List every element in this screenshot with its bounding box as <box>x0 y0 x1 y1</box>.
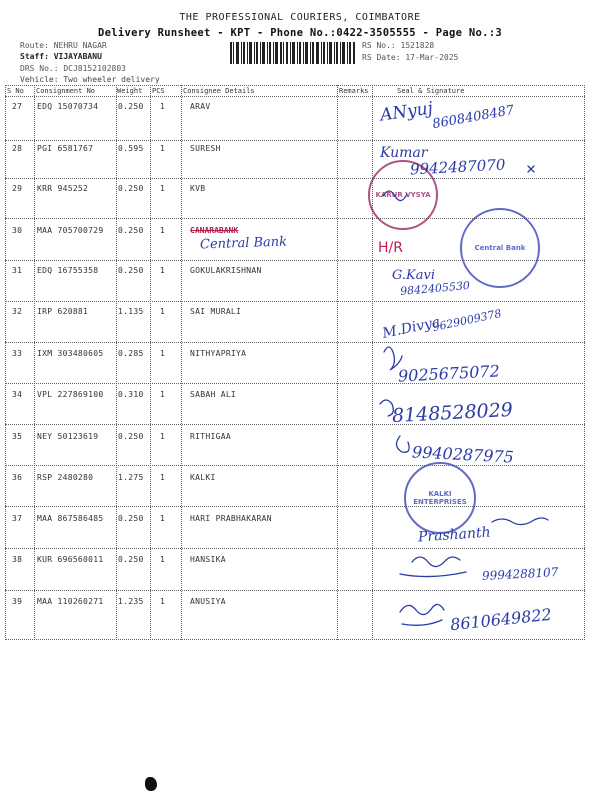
phone-row-31: 9842405530 <box>399 278 471 299</box>
column-divider <box>337 85 338 640</box>
rs-number: RS No.: 1521828 <box>362 41 435 50</box>
row-consignment: IXM 303480605 <box>37 349 104 358</box>
row-sno: 38 <box>12 555 23 564</box>
row-divider <box>5 506 585 507</box>
row-divider <box>5 548 585 549</box>
phone-row-39: 8610649822 <box>449 604 553 635</box>
central-bank-seal-stamp: Central Bank <box>460 208 540 288</box>
kvb-seal-stamp: KARUR VYSYA <box>368 160 438 230</box>
runsheet-title: Delivery Runsheet - KPT - Phone No.:0422-3505555 - Page No.:3 <box>98 27 502 39</box>
row-sno: 28 <box>12 144 23 153</box>
row-consignment: VPL 227869100 <box>37 390 104 399</box>
row-weight: 0.285 <box>118 349 144 358</box>
row-consignment: NEY 50123619 <box>37 432 99 441</box>
col-header-remarks: Remarks <box>339 87 369 95</box>
row-consignee: HANSIKA <box>190 555 226 564</box>
col-header-consignee: Consignee Details <box>183 87 255 95</box>
row-pcs: 1 <box>160 102 166 111</box>
row-consignee: RITHIGAA <box>190 432 231 441</box>
signature-row-32: M.Divya <box>380 314 442 342</box>
row-sno: 29 <box>12 184 23 193</box>
row-consignee: SURESH <box>190 144 221 153</box>
row-pcs: 1 <box>160 473 166 482</box>
signature-row-28: Kumar <box>380 145 428 161</box>
row-consignee: KALKI <box>190 473 216 482</box>
signature-row-37: Prashanth <box>417 524 492 546</box>
row-pcs: 1 <box>160 226 166 235</box>
signature-row-27: ANyuj <box>378 98 435 126</box>
column-divider <box>181 85 182 640</box>
row-pcs: 1 <box>160 597 166 606</box>
row-consignment: IRP 620881 <box>37 307 89 316</box>
row-divider <box>5 301 585 302</box>
row-consignment: EDQ 15070734 <box>37 102 99 111</box>
row-consignment: PGI 6581767 <box>37 144 94 153</box>
row-consignment: KUR 696560011 <box>37 555 104 564</box>
row-weight: 0.250 <box>118 102 144 111</box>
row-weight: 0.250 <box>118 226 144 235</box>
row-sno: 37 <box>12 514 23 523</box>
col-header-sno: S No <box>7 87 24 95</box>
row-pcs: 1 <box>160 307 166 316</box>
phone-row-27: 8608408487 <box>431 102 516 133</box>
row-weight: 1.275 <box>118 473 144 482</box>
row-weight: 0.595 <box>118 144 144 153</box>
row-pcs: 1 <box>160 144 166 153</box>
row-sno: 31 <box>12 266 23 275</box>
row-consignee: HARI PRABHAKARAN <box>190 514 272 523</box>
row-divider <box>5 424 585 425</box>
row-consignment: MAA 705700729 <box>37 226 104 235</box>
row-divider <box>5 140 585 141</box>
row-weight: 0.250 <box>118 184 144 193</box>
kalki-seal-stamp: KALKI ENTERPRISES <box>404 462 476 534</box>
col-header-pcs: PCS <box>152 87 165 95</box>
row-consignment: KRR 945252 <box>37 184 89 193</box>
phone-row-35: 9940287975 <box>411 442 515 467</box>
row-consignee: ARAV <box>190 102 211 111</box>
row-sno: 35 <box>12 432 23 441</box>
row-sno: 39 <box>12 597 23 606</box>
column-divider <box>116 85 117 640</box>
signature-row-31: G.Kavi <box>392 268 436 283</box>
row-sno: 32 <box>12 307 23 316</box>
row-weight: 0.250 <box>118 266 144 275</box>
phone-row-33: 9025675072 <box>397 361 501 386</box>
phone-row-38: 9994288107 <box>481 565 559 583</box>
row-weight: 1.235 <box>118 597 144 606</box>
row-weight: 1.135 <box>118 307 144 316</box>
row-pcs: 1 <box>160 349 166 358</box>
column-divider <box>372 85 373 640</box>
row-consignee: SABAH ALI <box>190 390 237 399</box>
row-sno: 33 <box>12 349 23 358</box>
drs-number: DRS No.: DCJ8152102803 <box>20 64 126 73</box>
row-consignment: RSP 2480280 <box>37 473 94 482</box>
row-pcs: 1 <box>160 266 166 275</box>
row-sno: 30 <box>12 226 23 235</box>
row-consignee: GOKULAKRISHNAN <box>190 266 262 275</box>
phone-row-34: 8148528029 <box>391 398 514 428</box>
row-pcs: 1 <box>160 184 166 193</box>
col-header-consignment: Consignment No <box>36 87 96 95</box>
route-label: Route: NEHRU NAGAR <box>20 41 107 50</box>
row-consignee: SAI MURALI <box>190 307 242 316</box>
staff-label: Staff: VIJAYABANU <box>20 52 102 61</box>
handwritten-remark: H/R <box>378 240 403 256</box>
row-pcs: 1 <box>160 432 166 441</box>
row-consignment: MAA 110260271 <box>37 597 104 606</box>
ink-blot <box>145 777 157 791</box>
row-weight: 0.250 <box>118 514 144 523</box>
vehicle-label: Vehicle: Two wheeler delivery <box>20 75 160 84</box>
row-weight: 0.310 <box>118 390 144 399</box>
row-consignment: MAA 867586485 <box>37 514 104 523</box>
rs-date: RS Date: 17-Mar-2025 <box>362 53 459 62</box>
phone-row-32: 9629009378 <box>431 306 503 335</box>
row-pcs: 1 <box>160 390 166 399</box>
row-consignee: NITHYAPRIYA <box>190 349 247 358</box>
col-header-seal: Seal & Signature <box>397 87 465 95</box>
barcode <box>230 42 355 64</box>
row-divider <box>5 178 585 179</box>
row-pcs: 1 <box>160 555 166 564</box>
column-divider <box>150 85 151 640</box>
company-title: THE PROFESSIONAL COURIERS, COIMBATORE <box>179 12 421 23</box>
row-sno: 36 <box>12 473 23 482</box>
row-consignee: KVB <box>190 184 206 193</box>
row-weight: 0.250 <box>118 555 144 564</box>
row-sno: 27 <box>12 102 23 111</box>
column-divider <box>34 85 35 640</box>
row-divider <box>5 590 585 591</box>
handwritten-consignee-note: Central Bank <box>199 234 288 253</box>
row-sno: 34 <box>12 390 23 399</box>
row-consignee: ANUSIYA <box>190 597 226 606</box>
row-consignee: CANARABANK <box>190 226 239 235</box>
col-header-weight: Weight <box>117 87 143 95</box>
row-weight: 0.250 <box>118 432 144 441</box>
row-pcs: 1 <box>160 514 166 523</box>
row-consignment: EDQ 16755358 <box>37 266 99 275</box>
row-divider <box>5 383 585 384</box>
row-divider <box>5 342 585 343</box>
phone-row-28: 9942487070 <box>409 155 506 179</box>
